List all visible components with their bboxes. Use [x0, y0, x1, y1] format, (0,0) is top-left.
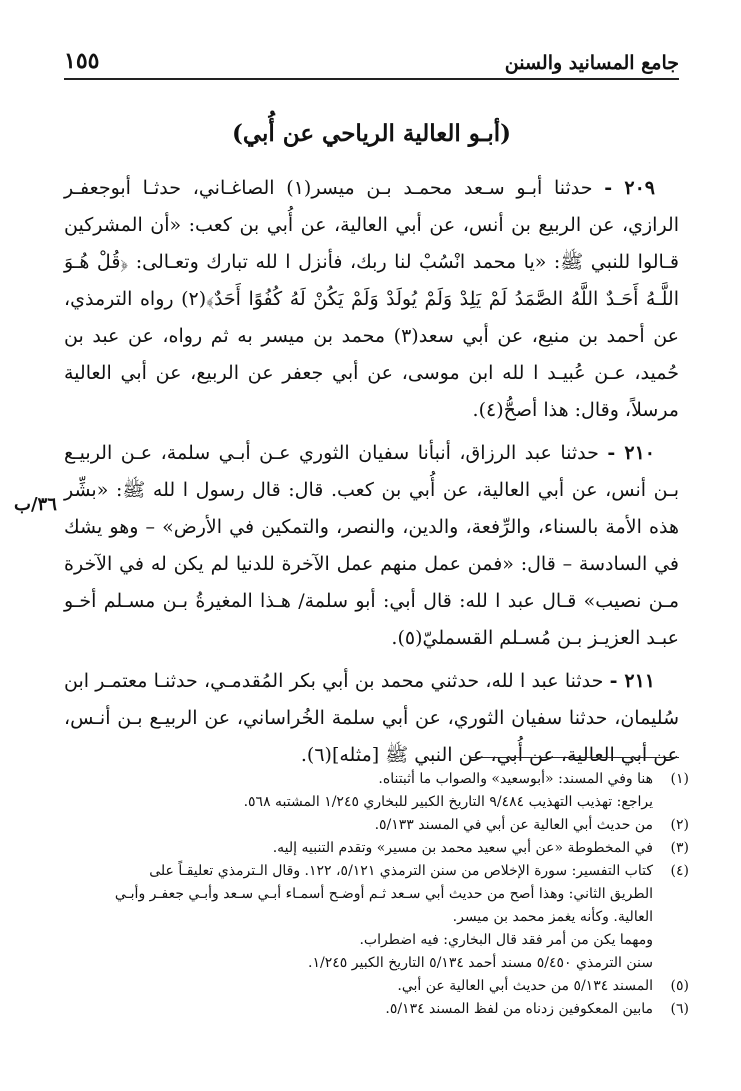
- footnote-line: سنن الترمذي ٥/٤٥٠ مسند أحمد ٥/١٣٤ التاريخ الكبير ١/٢٤٥.: [308, 955, 653, 971]
- footnote-body: [64, 837, 653, 860]
- footnote-line: العالية. وكأنه يغمز محمد بن ميسر.: [452, 909, 653, 925]
- manuscript-folio-marker: ٣٦/ب: [14, 494, 57, 515]
- footnote-divider: [470, 757, 679, 758]
- footnote-line: يراجع: تهذيب التهذيب ٩/٤٨٤ التاريخ الكبير للبخاري ١/٢٤٥ المشتبه ٥٦٨.: [243, 794, 653, 810]
- hadith-number: ٢١٠ -: [607, 442, 655, 464]
- hadith-text: حدثنا عبد ا لله، حدثني محمد بن أبي بكر المُقدمـي، حدثنـا معتمـر ابن سُليمان، حدثنا سفيان الثوري، عن أبي سلمة الخُراساني، عن الربيـع بـن أنـس، عن أبي العالية، عن أُبي، عن النبي ﷺ [مثله](٦).: [64, 670, 679, 766]
- body-text: [64, 170, 679, 780]
- footnote-number: (٣): [670, 840, 689, 856]
- footnote-item: [64, 975, 689, 998]
- footnote-body: [64, 860, 653, 975]
- running-title: جامع المسانيد والسنن: [504, 52, 679, 74]
- footnote-number: (٢): [670, 817, 689, 833]
- section-title: (أبـو العالية الرياحي عن أُبي): [231, 120, 512, 147]
- footnote-line: الطريق الثاني: وهذا أصح من حديث أبي سـعد ثـم أوضـح أسمـاء أبـي سـعد وأبـي جعفـر وأبـي: [114, 886, 653, 902]
- footnote-item: [64, 768, 689, 814]
- hadith-text: حدثنا عبد الرزاق، أنبأنا سفيان الثوري عـن أبـي سلمة، عـن الربيـع بـن أنس، عن أبي العالية، عن أُبي بن كعب. قال: قال رسول ا لله ﷺ: «بشِّر هذه الأمة بالسناء، والرِّفعة، والدين، والنصر، والتمكين في الأرض» – وهو يشك في السادسة – قال: «فمن عمل منهم عمل الآخرة للدنيا لم يكن له في الآخرة مـن نصيب» قـال عبد ا لله: قال أبي: أبو سلمة/ هـذا المغيرةُ بـن مسـلم أخـو عبـد العزيـز بـن مُسـلم القسمليّ(٥).: [64, 442, 679, 649]
- footnote-number: (٥): [670, 978, 689, 994]
- footnote-item: [64, 998, 689, 1021]
- footnote-body: [64, 998, 653, 1021]
- footnote-line: في المخطوطة «عن أبي سعيد محمد بن مسير» وتقدم التنبيه إليه.: [272, 840, 653, 856]
- footnote-item: [64, 814, 689, 837]
- footnote-line: المسند ٥/١٣٤ من حديث أبي العالية عن أبي.: [397, 978, 653, 994]
- footnote-body: [64, 768, 653, 814]
- page-header: [64, 40, 679, 80]
- footnote-item: [64, 860, 689, 975]
- footnotes: [64, 768, 689, 1021]
- footnote-line: من حديث أبي العالية عن أبي في المسند ٥/١٣٣.: [374, 817, 653, 833]
- hadith-paragraph: [64, 435, 679, 657]
- footnote-number: (١): [670, 771, 689, 787]
- hadith-text: حدثنا أبـو سـعد محمـد بـن ميسر(١) الصاغـاني، حدثـا أبوجعفـر الرازي، عن الربيع بن أنس، عن أبي العالية، عن أُبي بن كعب: «أن المشركين قـالوا للنبي ﷺ: «يا محمد انْسُبْ لنا ربك، فأنزل ا لله تبارك وتعـالى: ﴿قُلْ هُـوَ اللَّـهُ أَحَـدٌ اللَّهُ الصَّمَدُ لَمْ يَلِدْ وَلَمْ يُولَدْ وَلَمْ يَكُنْ لَهُ كُفُوًا أَحَدٌ﴾(٢) رواه الترمذي، عن أحمد بن منيع، عن أبي سعد(٣) محمد بن ميسر به ثم رواه، عن عبد بن حُميد، عـن عُبيـد ا لله ابن موسى، عن أبي جعفر عن الربيع، عن أبي العالية مرسلاً، وقال: هذا أصحُّ(٤).: [64, 177, 680, 421]
- footnote-body: [64, 975, 653, 998]
- footnote-line: مابين المعكوفين زدناه من لفظ المسند ٥/١٣٤.: [385, 1001, 653, 1017]
- footnote-body: [64, 814, 653, 837]
- hadith-number: ٢٠٩ -: [604, 177, 655, 199]
- footnote-line: ومهما يكن من أمر فقد قال البخاري: فيه اضطراب.: [359, 932, 653, 948]
- hadith-number: ٢١١ -: [609, 670, 655, 692]
- page-number: ١٥٥: [64, 48, 100, 74]
- hadith-paragraph: [64, 170, 679, 429]
- footnote-number: (٦): [670, 1001, 689, 1017]
- footnote-number: (٤): [670, 863, 689, 879]
- footnote-line: كتاب التفسير: سورة الإخلاص من سنن الترمذي ٥/١٢١، ١٢٢. وقال الـترمذي تعليقـاً على: [149, 863, 653, 879]
- footnote-item: [64, 837, 689, 860]
- footnote-line: هنا وفي المسند: «أبوسعيد» والصواب ما أثبتناه.: [378, 771, 653, 787]
